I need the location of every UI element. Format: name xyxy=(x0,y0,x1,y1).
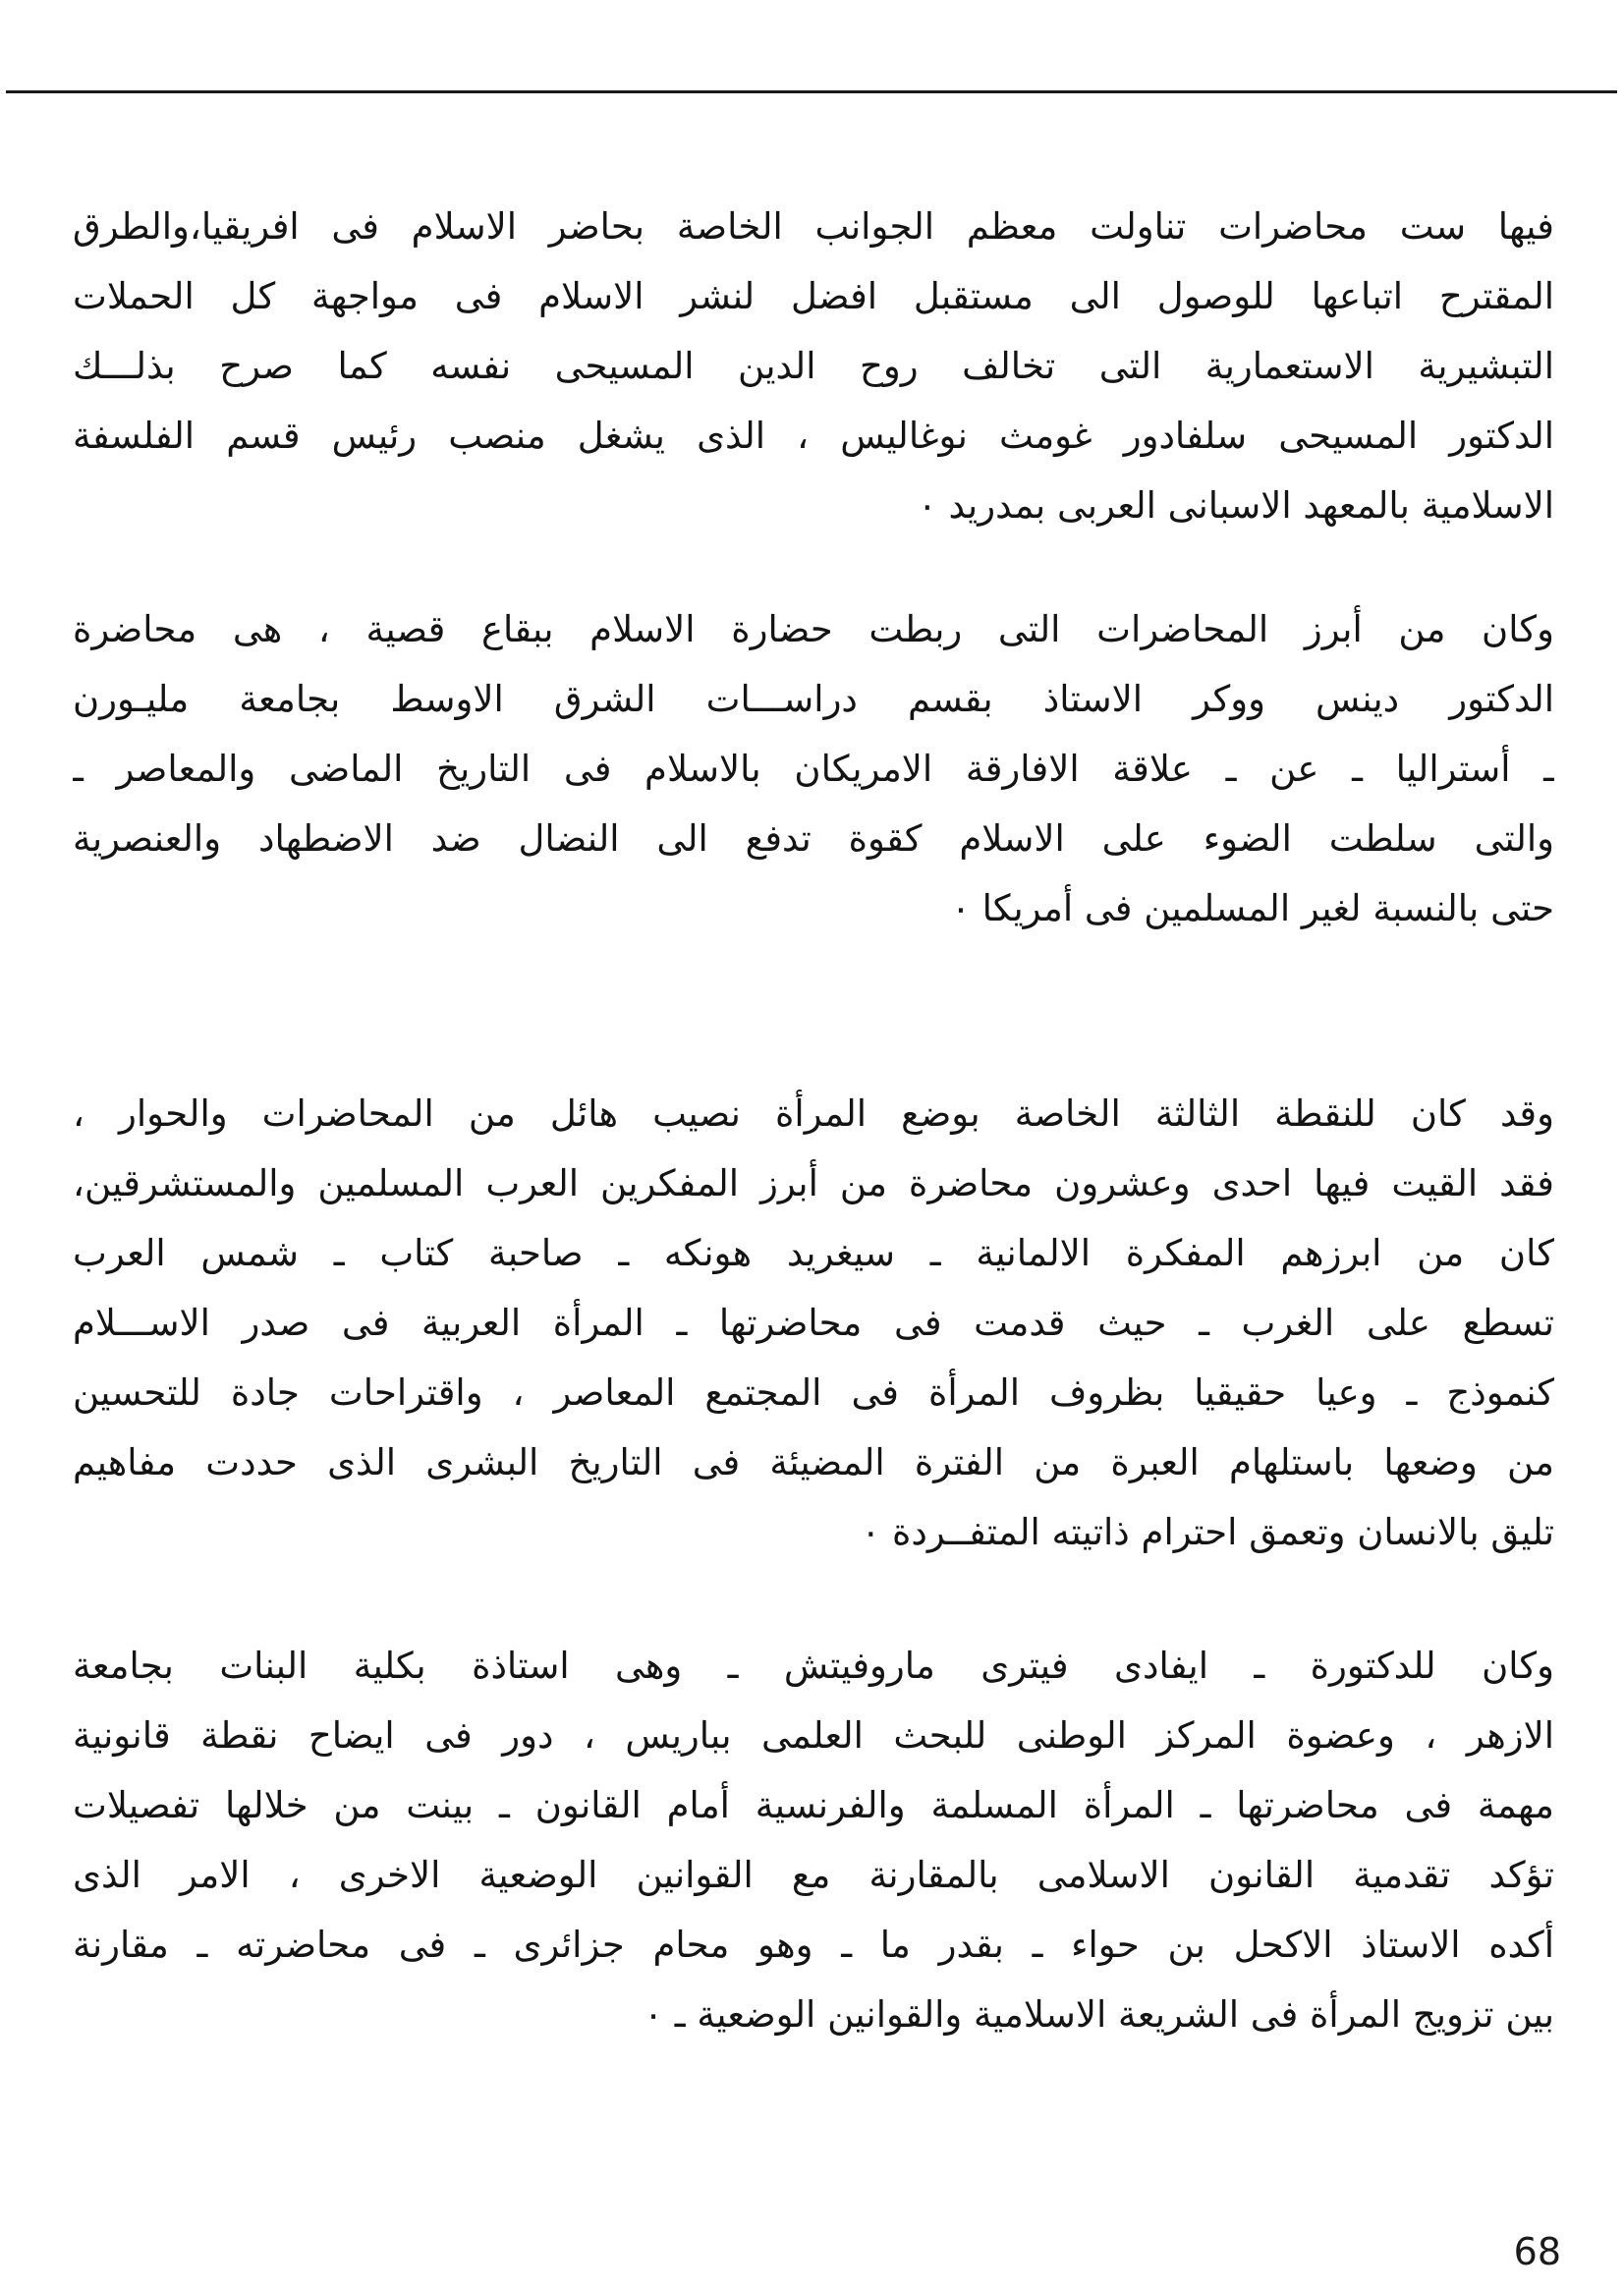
text-line: الدكتور المسيحى سلفادور غومث نوغاليس ، الذى يشغل منصب رئيس قسم الفلسفة xyxy=(73,415,1554,457)
page-number: 68 xyxy=(1513,2230,1561,2273)
text-line: الدكتور دينس ووكر الاستاذ بقسم دراســـات الشرق الاوسط بجامعة مليـورن xyxy=(73,678,1554,720)
text-line: كنموذج ـ وعيا حقيقيا بظروف المرأة فى المجتمع المعاصر ، واقتراحات جادة للتحسين xyxy=(73,1371,1554,1414)
paragraph-4 xyxy=(73,1631,1554,2049)
text-line: الاسلامية بالمعهد الاسبانى العربى بمدريد ٠ xyxy=(917,484,1554,527)
paragraph-1 xyxy=(73,192,1554,540)
text-line: كان من ابرزهم المفكرة الالمانية ـ سيغريد هونكه ـ صاحبة كتاب ـ شمس العرب xyxy=(73,1232,1554,1274)
text-line: وقد كان للنقطة الثالثة الخاصة بوضع المرأة نصيب هائل من المحاضرات والحوار ، xyxy=(73,1092,1554,1135)
paragraph-3 xyxy=(73,1079,1554,1567)
text-line: تليق بالانسان وتعمق احترام ذاتيته المتفــردة ٠ xyxy=(861,1511,1554,1553)
text-line: وكان للدكتورة ـ ايفادى فيترى ماروفيتش ـ وهى استاذة بكلية البنات بجامعة xyxy=(73,1645,1554,1687)
header-rule xyxy=(6,90,1617,93)
text-line: وكان من أبرز المحاضرات التى ربطت حضارة الاسلام ببقاع قصية ، هى محاضرة xyxy=(73,608,1554,650)
paragraph-2 xyxy=(73,594,1554,943)
text-line: المقترح اتباعها للوصول الى مستقبل افضل لنشر الاسلام فى مواجهة كل الحملات xyxy=(73,275,1554,317)
text-line: من وضعها باستلهام العبرة من الفترة المضيئة فى التاريخ البشرى الذى حددت مفاهيم xyxy=(73,1441,1554,1483)
text-line: الازهر ، وعضوة المركز الوطنى للبحث العلمى بباريس ، دور فى ايضاح نقطة قانونية xyxy=(73,1714,1554,1757)
text-line: مهمة فى محاضرتها ـ المرأة المسلمة والفرنسية أمام القانون ـ بينت من خلالها تفصيلات xyxy=(73,1784,1554,1826)
text-line: فيها ست محاضرات تناولت معظم الجوانب الخاصة بحاضر الاسلام فى افريقيا،والطرق xyxy=(73,205,1554,248)
text-line: ـ أستراليا ـ عن ـ علاقة الافارقة الامريكان بالاسلام فى التاريخ الماضى والمعاصر ـ xyxy=(73,748,1554,790)
text-line: التبشيرية الاستعمارية التى تخالف روح الدين المسيحى نفسه كما صرح بذلـــك xyxy=(73,345,1554,387)
text-line: أكده الاستاذ الاكحل بن حواء ـ بقدر ما ـ وهو محام جزائرى ـ فى محاضرته ـ مقارنة xyxy=(73,1924,1554,1966)
text-line: حتى بالنسبة لغير المسلمين فى أمريكا ٠ xyxy=(950,887,1554,929)
text-line: تسطع على الغرب ـ حيث قدمت فى محاضرتها ـ المرأة العربية فى صدر الاســـلام xyxy=(73,1302,1554,1344)
text-line: والتى سلطت الضوء على الاسلام كقوة تدفع الى النضال ضد الاضطهاد والعنصرية xyxy=(73,817,1554,860)
text-line: فقد القيت فيها احدى وعشرون محاضرة من أبرز المفكرين العرب المسلمين والمستشرقين، xyxy=(73,1162,1554,1204)
text-line: بين تزويج المرأة فى الشريعة الاسلامية والقوانين الوضعية ـ ٠ xyxy=(644,1993,1554,2036)
text-line: تؤكد تقدمية القانون الاسلامى بالمقارنة مع القوانين الوضعية الاخرى ، الامر الذى xyxy=(73,1854,1554,1896)
